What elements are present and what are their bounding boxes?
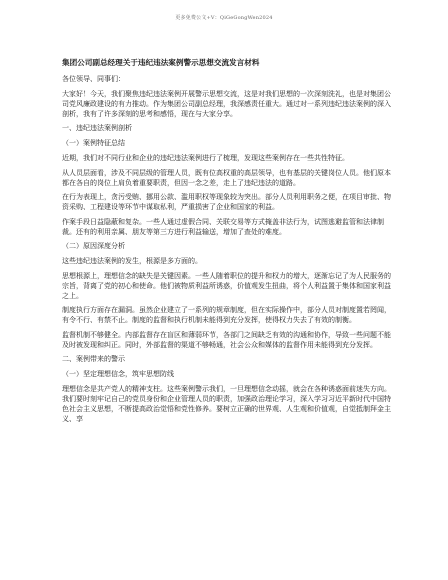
document-body	[62, 58, 392, 429]
subsection-heading-causes: （二）原因深度分析	[62, 242, 125, 250]
paragraph-causes-4: 监督机制不够健全。内部监督存在盲区和薄弱环节，各部门之间缺乏有效的沟通和协作，导致一些问题不能及时被发现和纠正。同时，外部监督的渠道不够畅通，社会公众和媒体的监督作用未能得到充分发挥。	[62, 330, 391, 349]
document-title: 集团公司副总经理关于违纪违法案例警示思想交流发言材料	[62, 58, 260, 67]
subsection-heading-belief: （一）坚定理想信念，筑牢思想防线	[62, 370, 174, 378]
paragraph-features-2: 从人员层面看，涉及不同层级的管理人员，既有位高权重的高层领导，也有基层的关键岗位人员。他们原本都在各自的岗位上肩负着重要职责，但因一念之差，走上了违纪违法的道路。	[62, 168, 391, 187]
paragraph-features-1: 近期，我们对不同行业和企业的违纪违法案例进行了梳理，发现这些案例存在一些共性特征。	[62, 154, 349, 162]
page-header: 更多免费公文+V：QiGeGongWen2024	[175, 15, 273, 21]
paragraph-causes-1: 这些违纪违法案例的发生，根源是多方面的。	[62, 257, 202, 265]
paragraph-features-3: 在行为表现上，贪污受贿、挪用公款、滥用职权等现象较为突出。部分人员利用职务之便，在项目审批、物资采购、工程建设等环节中谋取私利，严重损害了企业和国家的利益。	[62, 193, 391, 211]
subsection-heading-features: （一）案例特征总结	[62, 139, 125, 147]
paragraph-features-4: 作案手段日益隐蔽和复杂。一些人通过虚假合同、关联交易等方式掩盖非法行为，试图逃避监管和法律制裁。还有的利用亲属、朋友等第三方进行利益输送，增加了查处的难度。	[62, 217, 384, 236]
section-heading-warnings: 二、案例带来的警示	[62, 355, 125, 363]
section-heading-analysis: 一、违纪违法案例剖析	[62, 124, 132, 132]
paragraph-belief: 理想信念是共产党人的精神支柱。这些案例警示我们，一旦理想信念动摇，就会在各种诱惑面前迷失方向。我们要时刻牢记自己的党员身份和企业管理人员的职责，加强政治理论学习，深入学习习近平新时代中国特色社会主义思想，不断提高政治觉悟和党性修养。要树立正确的世界观、人生观和价值观，自觉抵制拜金主义、享	[62, 385, 391, 423]
salutation: 各位领导、同事们：	[62, 75, 125, 83]
intro-paragraph: 大家好！今天，我们聚焦违纪违法案例开展警示思想交流，这是对我们思想的一次深刻洗礼，也是对集团公司党风廉政建设的有力推动。作为集团公司副总经理，我深感责任重大。通过对一系列违纪违法案例的深入剖析，我有了许多深刻的思考和感悟，现在与大家分享。	[62, 89, 391, 118]
paragraph-causes-3: 制度执行方面存在漏洞。虽然企业建立了一系列的规章制度，但在实际操作中，部分人员对制度置若罔闻，有令不行、有禁不止。制度的监督和执行机制未能得到充分发挥，使得权力失去了有效的制衡。	[62, 306, 391, 324]
paragraph-causes-2: 思想根源上，理想信念的缺失是关键因素。一些人随着职位的提升和权力的增大，逐渐忘记了为人民服务的宗旨，背离了党的初心和使命。他们被物质利益所诱惑，价值观发生扭曲，将个人利益置于集体和国家利益之上。	[62, 271, 391, 300]
